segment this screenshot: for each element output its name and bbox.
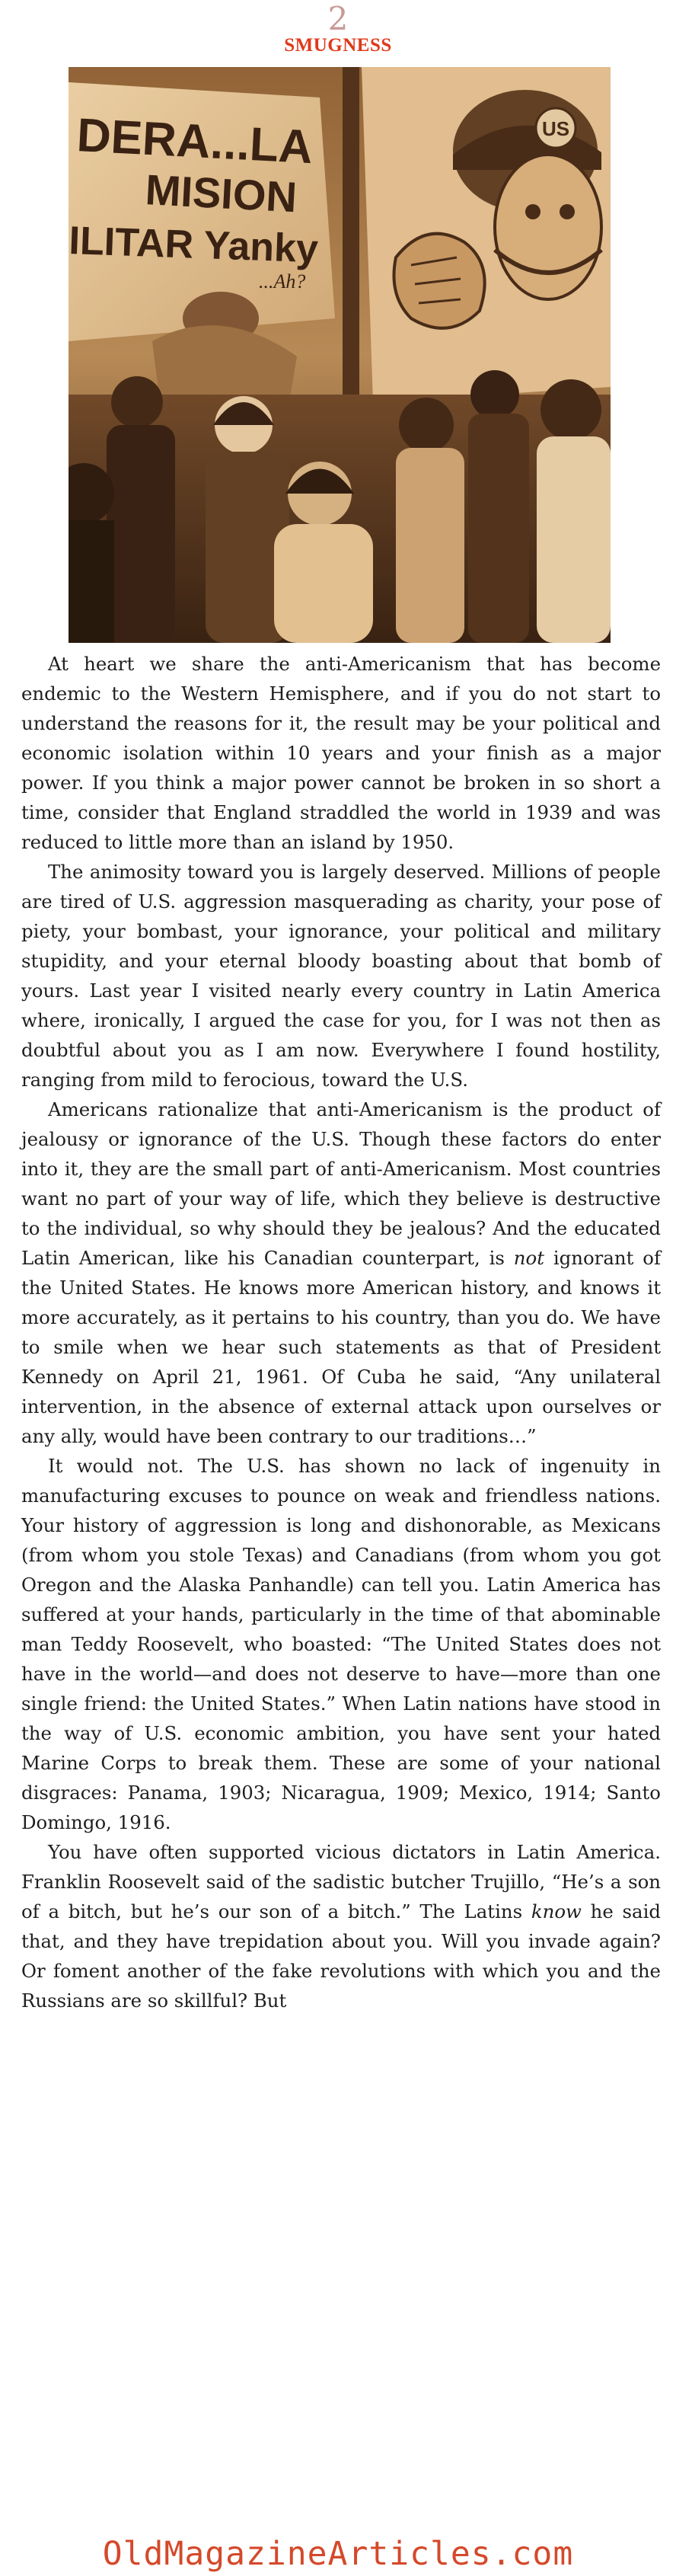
sign-line-2: MISION [144, 165, 298, 222]
sign-line-3: ILITAR Yanky [69, 219, 319, 272]
sign-line-4: ...Ah? [259, 270, 306, 292]
helmet-label: US [541, 117, 570, 140]
paragraph-3 [21, 1095, 661, 1451]
sign-line-1: DERA...LA [75, 109, 314, 174]
emphasis-not: not [513, 1247, 544, 1269]
paragraph-3-part-a: Americans rationalize that anti-Americanism is the product of jealousy or ignorance of the U.S. Though these factors do enter into it, they are the small part of anti-Americanism. Most countries want no part of your way of life, which they believe is destructive to the individual, so why should they be jealous? And the educated Latin American, like his Canadian counterpart, is [21, 1098, 661, 1269]
article-body [21, 649, 661, 2015]
section-title: SMUGNESS [284, 35, 392, 56]
paragraph-4: It would not. The U.S. has shown no lack of ingenuity in manufacturing excuses to pounce on weak and friendless nations. Your history of aggression is long and dishonorable, as Mexicans (from whom you stole Texas) and Canadians (from whom you got Oregon and the Alaska Panhandle) can tell you. Latin America has suffered at your hands, particularly in the time of that abominable man Teddy Roosevelt, who boasted: “The United States does not have in the world—and does not deserve to have—more than one single friend: the United States.” When Latin nations have stood in the way of U.S. economic ambition, you have sent your hated Marine Corps to break them. These are some of your national disgraces: Panama, 1903; Nicaragua, 1909; Mexico, 1914; Santo Domingo, 1916. [21, 1455, 661, 1833]
paragraph-5-part-b: he said that, and they have trepidation about you. Will you invade again? Or foment another of the fake revolutions with which you and the Russians are so skillful? But [21, 1900, 661, 2012]
paragraph-3-part-b: ignorant of the United States. He knows more American history, and knows it more accurately, as it pertains to his country, than you do. We have to smile when we hear such statements as that of President Kennedy on April 21, 1961. Of Cuba he said, “Any unilateral intervention, in the absence of external attack upon ourselves or any ally, would have been contrary to our traditions…” [21, 1247, 661, 1447]
paragraph-5-part-a: You have often supported vicious dictators in Latin America. Franklin Roosevelt said of the sadistic butcher Trujillo, “He’s a son of a bitch, but he’s our son of a bitch.” The Latins [21, 1841, 661, 1922]
paragraph-2: The animosity toward you is largely deserved. Millions of people are tired of U.S. aggression masquerading as charity, your pose of piety, your bombast, your ignorance, your political and military stupidity, and your eternal bloody boasting about that bomb of yours. Last year I visited nearly every country in Latin America where, ironically, I argued the case for you, for I was not then as doubtful about you as I am now. Everywhere I found hostility, ranging from mild to ferocious, toward the U.S. [21, 861, 661, 1091]
page-number: 2 [327, 0, 349, 37]
paragraph-5 [21, 1837, 661, 2015]
emphasis-know: know [531, 1900, 582, 1922]
paragraph-1: At heart we share the anti-Americanism that has become endemic to the Western Hemisphere, and if you do not start to understand the reasons for it, the result may be your political and economic isolation within 10 years and your finish as a major power. If you think a major power cannot be broken in so short a time, consider that England straddled the world in 1939 and was reduced to little more than an island by 1950. [21, 653, 661, 853]
site-watermark[interactable]: OldMagazineArticles.com [102, 2535, 574, 2573]
protest-photo [69, 67, 611, 643]
